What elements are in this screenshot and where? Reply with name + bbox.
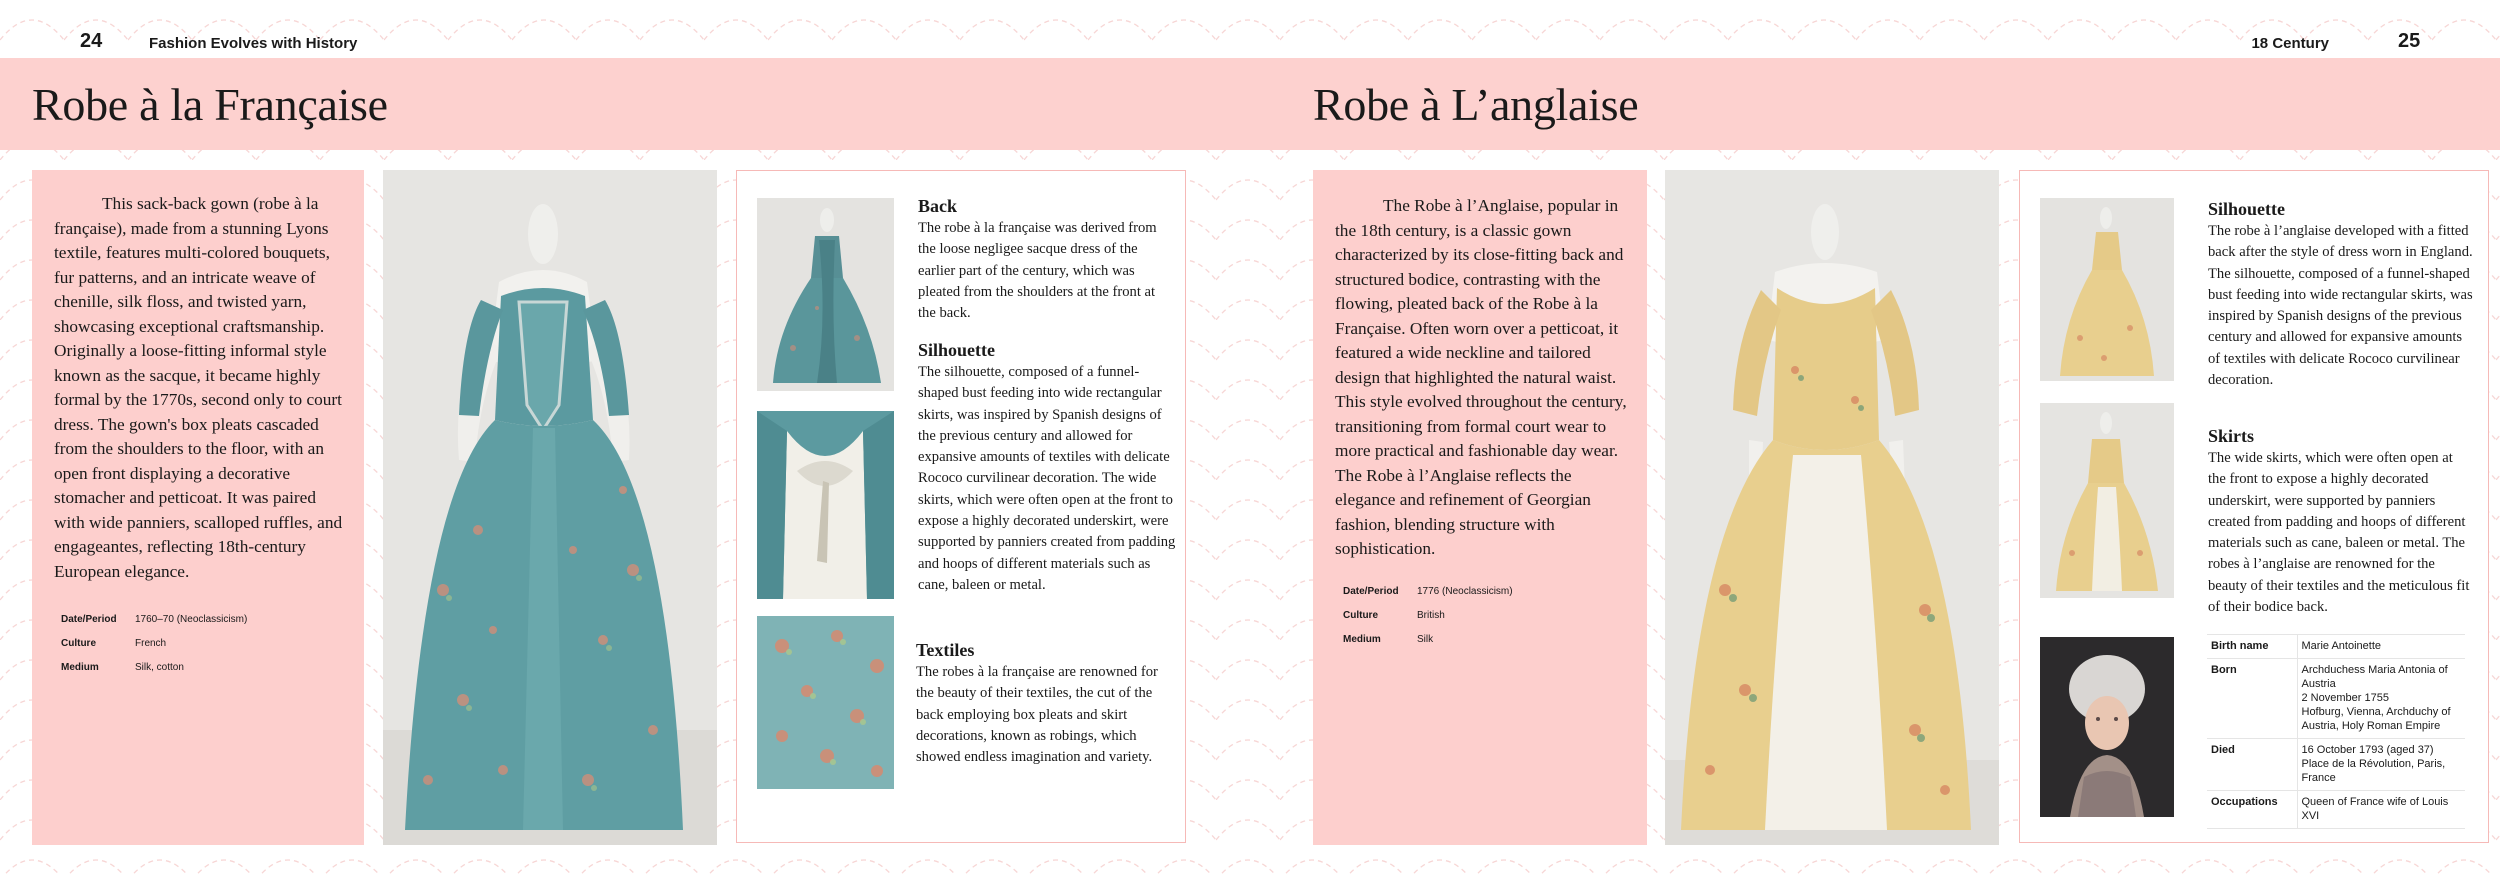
left-page-number: 24 [80,30,103,52]
textile-detail-photo [757,616,894,789]
section-back [918,195,1176,324]
section-textiles [916,639,1176,768]
section-text: The robes à la française are renowned for the beauty of their textiles, the cut of the back employing box pleats and skirt decorations, known as robings, which showed endless imagination and variety. [916,664,1158,766]
skirt-detail-photo [757,411,894,599]
meta-row: Medium Silk [1343,634,1434,645]
left-intro-panel [32,170,364,845]
person-info-table [2207,634,2465,829]
section-skirts [2208,425,2474,618]
robe-anglaise-photo [1665,170,1999,845]
section-silhouette-anglaise [2208,198,2474,391]
back-view-photo [757,198,894,391]
left-sections-panel [736,170,1186,843]
section-heading: Skirts [2208,426,2255,446]
meta-row: Date/Period 1760–70 (Neoclassicism) [61,614,248,625]
table-row: Occupations Queen of France wife of Louis XVI [2207,791,2465,829]
section-heading: Back [918,196,958,216]
right-running-head: 18 Century [2251,35,2329,52]
meta-row: Culture British [1343,610,1445,621]
right-intro-text: The Robe à l’Anglaise, popular in the 18th century, is a classic gown characterized by its close-fitting back and structured bodice, contrasting with the flowing, pleated back of the Robe à la Française. Often worn over a petticoat, it featured a wide neckline and tailored design that highlighted the natural waist. This style evolved throughout the century, transitioning from formal court wear to more practical and fashionable day wear. The Robe à l’Anglaise reflects the elegance and refinement of Georgian fashion, blending structure with sophistication. [1335,196,1627,558]
section-heading: Textiles [916,640,975,660]
section-text: The wide skirts, which were often open at the front to expose a highly decorated underskirt, were supported by panniers created from padding and hoops of different materials such as cane, baleen or metal. The robes à l’anglaise are renowned for the beauty of their textiles and the meticulous fit of their bodice back. [2208,450,2470,616]
gown-back-photo [2040,198,2174,381]
right-page-number: 25 [2398,30,2421,52]
meta-row: Culture French [61,638,167,649]
left-intro-text: This sack-back gown (robe à la française), made from a stunning Lyons textile, features multi-colored bouquets, fur patterns, and an intricate weave of chenille, silk floss, and twisted yarn, showcasing exceptional craftsmanship. Originally a loose-fitting informal style known as the sacque, it became highly formal by the 1770s, second only to court dress. The gown's box pleats cascaded from the shoulders to the floor, with an open front displaying a decorative stomacher and petticoat. It was paired with wide panniers, scalloped ruffles, and engageantes, reflecting 18th-century European elegance. [54,194,343,581]
section-silhouette [918,339,1176,596]
left-page-title: Robe à la Française [32,79,388,130]
table-row: Died 16 October 1793 (aged 37) Place de la Révolution, Paris, France [2207,739,2465,791]
right-intro-panel [1313,170,1647,845]
left-meta-table [61,614,247,686]
robe-francaise-photo [383,170,717,845]
meta-row: Medium Silk, cotton [61,662,184,673]
gown-front-photo [2040,403,2174,598]
section-text: The robe à la française was derived from the loose negligee sacque dress of the earlier part of the century, which was pleated from the shoulders at the front at the back. [918,220,1157,322]
table-row: Born Archduchess Maria Antonia of Austria 2 November 1755 Hofburg, Vienna, Archduchy of Austria, Holy Roman Empire [2207,659,2465,739]
marie-antoinette-portrait [2040,637,2174,817]
right-sections-panel [2019,170,2489,843]
section-heading: Silhouette [918,340,996,360]
right-page-title: Robe à L’anglaise [1313,79,1639,130]
section-text: The robe à l’anglaise developed with a fitted back after the style of dress worn in England. The silhouette, composed of a funnel-shaped bust feeding into wide rectangular skirts, was inspired by Spanish designs of the previous century and allowed for expansive amounts of textiles with delicate Rococo curvilinear decoration. [2208,223,2473,389]
table-row: Birth name Marie Antoinette [2207,635,2465,659]
right-meta-table [1343,586,1513,658]
section-heading: Silhouette [2208,199,2286,219]
section-text: The silhouette, composed of a funnel-shaped bust feeding into wide rectangular skirts, was inspired by Spanish designs of the previous century and allowed for expansive amounts of textiles with delicate Rococo curvilinear decoration. The wide skirts, which were often open at the front to expose a highly decorated underskirt, were supported by panniers created from padding and hoops of different materials such as cane, baleen or metal. [918,364,1176,593]
left-running-head: Fashion Evolves with History [149,35,358,52]
meta-row: Date/Period 1776 (Neoclassicism) [1343,586,1513,597]
